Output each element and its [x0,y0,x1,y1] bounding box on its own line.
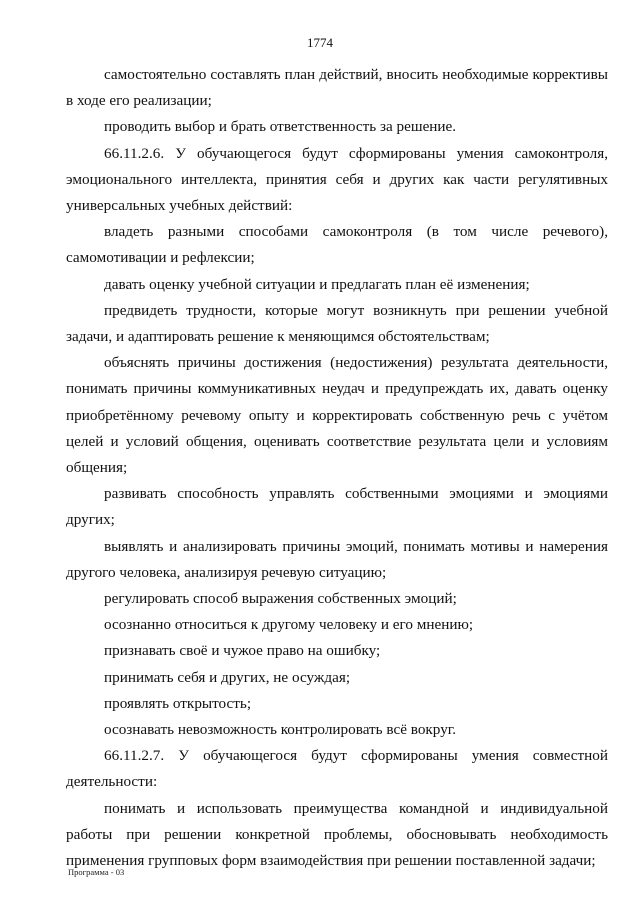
paragraph: осознанно относиться к другому человеку и его мнению; [104,616,474,634]
paragraph: осознавать невозможность контролировать всё вокруг. [104,721,457,739]
paragraph: владеть разными способами самоконтроля (в том числе речевого), самомотивации и рефлексии; [66,223,608,267]
paragraph: регулировать способ выражения собственных эмоций; [104,590,457,608]
page-number: 1774 [307,35,333,50]
paragraph: признавать своё и чужое право на ошибку; [104,642,381,660]
paragraph: принимать себя и других, не осуждая; [104,668,351,686]
paragraph: развивать способность управлять собственными эмоциями и эмоциями других; [66,485,608,529]
footer-program-label: Программа - 03 [68,867,125,877]
paragraph: объяснять причины достижения (недостижения) результата деятельности, понимать причины коммуникативных неудач и предупреждать их, давать оценку приобретённому речевому опыту и корректировать собственную речь с учётом целей и условий общения, оценивать соответствие результата цели и условиям общения; [66,354,608,477]
paragraph: самостоятельно составлять план действий, вносить необходимые коррективы в ходе его реализации; [66,66,608,110]
paragraph: проводить выбор и брать ответственность за решение. [104,118,457,136]
paragraph: предвидеть трудности, которые могут возникнуть при решении учебной задачи, и адаптировать решение к меняющимся обстоятельствам; [66,301,608,346]
paragraph: давать оценку учебной ситуации и предлагать план её изменения; [104,275,530,293]
paragraph: понимать и использовать преимущества командной и индивидуальной работы при решении конкретной проблемы, обосновывать необходимость применения групповых форм взаимодействия при решении поставленной задачи; [66,799,608,870]
paragraph: выявлять и анализировать причины эмоций, понимать мотивы и намерения другого человека, анализируя речевую ситуацию; [66,537,608,581]
paragraph: 66.11.2.6. У обучающегося будут сформированы умения самоконтроля, эмоционального интеллекта, принятия себя и других как части регулятивных универсальных учебных действий: [66,144,608,215]
paragraph: 66.11.2.7. У обучающегося будут сформированы умения совместной деятельности: [66,747,608,791]
paragraph: проявлять открытость; [104,694,252,712]
document-body [66,62,608,874]
